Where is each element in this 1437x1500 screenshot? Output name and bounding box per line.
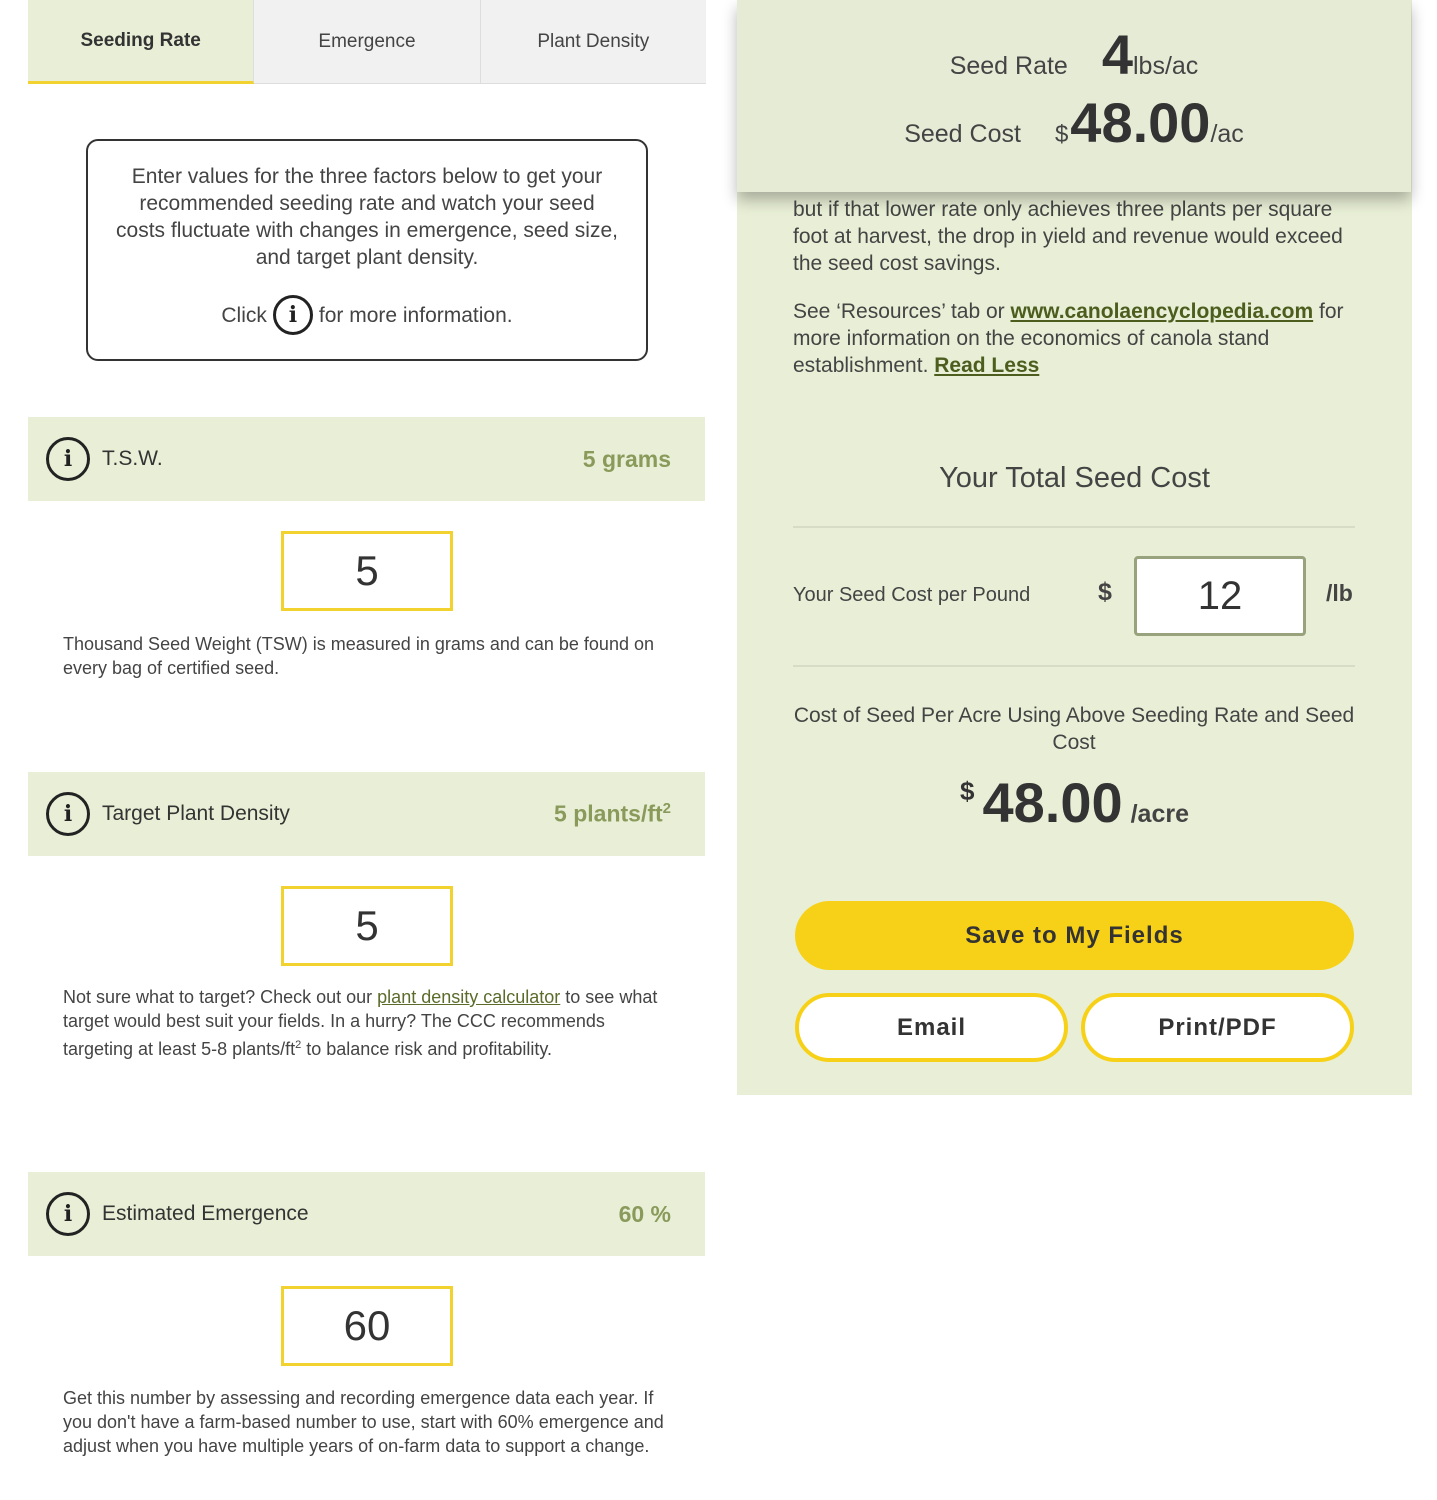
divider xyxy=(793,665,1355,667)
density-input[interactable] xyxy=(281,886,453,966)
economics-paragraph-1: but if that lower rate only achieves three plants per square foot at harvest, the drop in yield and revenue would exceed the seed cost savings. xyxy=(793,198,1343,275)
info-icon: i xyxy=(273,295,313,335)
save-to-my-fields-button[interactable]: Save to My Fields xyxy=(795,901,1354,970)
print-pdf-button[interactable]: Print/PDF xyxy=(1081,993,1354,1062)
tab-plant-density[interactable]: Plant Density xyxy=(481,0,706,84)
intro-click-prefix: Click xyxy=(221,303,267,327)
emergence-value: 60 % xyxy=(618,1200,671,1227)
cost-per-acre-unit: /acre xyxy=(1130,800,1189,828)
intro-box xyxy=(86,139,648,361)
density-help-mid: to see what target would best suit your fields. In a hurry? The CCC recommends targeting at least 5-8 plants/ft xyxy=(63,987,658,1059)
summary-card xyxy=(737,0,1411,192)
density-help-sup: 2 xyxy=(295,1039,302,1051)
factor-bar-emergence xyxy=(28,1172,705,1256)
total-seed-cost-title: Your Total Seed Cost xyxy=(939,462,1210,494)
economics-p2-mid: for more information on the economics of canola stand establishment. xyxy=(793,300,1344,377)
cost-per-acre-value: 48.00 xyxy=(982,771,1123,834)
divider xyxy=(793,526,1355,528)
seed-cost-label: Seed Cost xyxy=(904,120,1021,148)
seed-cost-row xyxy=(737,90,1411,155)
intro-click-line xyxy=(114,295,620,335)
seed-rate-value: 4 xyxy=(1101,23,1133,86)
cost-per-pound-currency: $ xyxy=(1098,578,1112,606)
tsw-help-text: Thousand Seed Weight (TSW) is measured in grams and can be found on every bag of certified seed. xyxy=(63,634,654,678)
seed-cost-currency: $ xyxy=(1054,121,1069,148)
seed-rate-row xyxy=(737,22,1411,87)
seed-rate-unit: lbs/ac xyxy=(1132,52,1199,80)
density-value-sup: 2 xyxy=(662,800,671,818)
cost-per-acre-description: Cost of Seed Per Acre Using Above Seeding Rate and Seed Cost xyxy=(793,704,1355,754)
tsw-label: T.S.W. xyxy=(102,447,163,470)
density-help-text xyxy=(63,985,673,1061)
density-help-pre: Not sure what to target? Check out our xyxy=(63,987,378,1007)
cost-per-pound-label: Your Seed Cost per Pound xyxy=(793,584,1031,606)
cost-per-pound-input[interactable] xyxy=(1134,556,1306,636)
emergence-help-text: Get this number by assessing and recording emergence data each year. If you don't have a farm-based number to use, start with 60% emergence and adjust when you have multiple years of on-farm data to support a change. xyxy=(63,1388,664,1456)
density-label: Target Plant Density xyxy=(102,802,290,825)
read-less-link[interactable]: Read Less xyxy=(934,354,1040,377)
intro-click-suffix: for more information. xyxy=(318,303,513,327)
seed-cost-unit: /ac xyxy=(1210,120,1244,148)
economics-paragraph-2 xyxy=(793,298,1373,379)
cost-per-acre-currency: $ xyxy=(960,776,975,806)
density-value-text: 5 plants/ft xyxy=(554,800,663,827)
plant-density-calculator-link[interactable]: plant density calculator xyxy=(377,987,561,1007)
economics-p2-pre: See ‘Resources’ tab or xyxy=(793,300,1011,323)
intro-text: Enter values for the three factors below to get your recommended seeding rate and watch your seed costs fluctuate with changes in emergence, seed size, and target plant density. xyxy=(116,165,618,269)
calculator-tabs xyxy=(28,0,706,84)
tsw-input[interactable] xyxy=(281,531,453,611)
per-lb-unit: /lb xyxy=(1326,580,1353,606)
email-button[interactable]: Email xyxy=(795,993,1068,1062)
factor-bar-tsw xyxy=(28,417,705,501)
emergence-input[interactable] xyxy=(281,1286,453,1366)
density-value xyxy=(554,800,671,828)
emergence-info-icon[interactable]: i xyxy=(46,1192,90,1236)
density-info-icon[interactable]: i xyxy=(46,792,90,836)
density-help-post: to balance risk and profitability. xyxy=(301,1039,553,1059)
canola-encyclopedia-link[interactable]: www.canolaencyclopedia.com xyxy=(1010,300,1314,323)
seed-rate-label: Seed Rate xyxy=(949,52,1068,80)
economics-info xyxy=(793,196,1373,400)
tsw-info-icon[interactable]: i xyxy=(46,437,90,481)
tab-emergence[interactable]: Emergence xyxy=(254,0,480,84)
cost-per-acre xyxy=(737,770,1412,835)
emergence-label: Estimated Emergence xyxy=(102,1202,309,1225)
tsw-value: 5 grams xyxy=(582,445,671,472)
factor-bar-plant-density xyxy=(28,772,705,856)
tab-seeding-rate[interactable]: Seeding Rate xyxy=(28,0,254,84)
seed-cost-value: 48.00 xyxy=(1070,91,1211,154)
